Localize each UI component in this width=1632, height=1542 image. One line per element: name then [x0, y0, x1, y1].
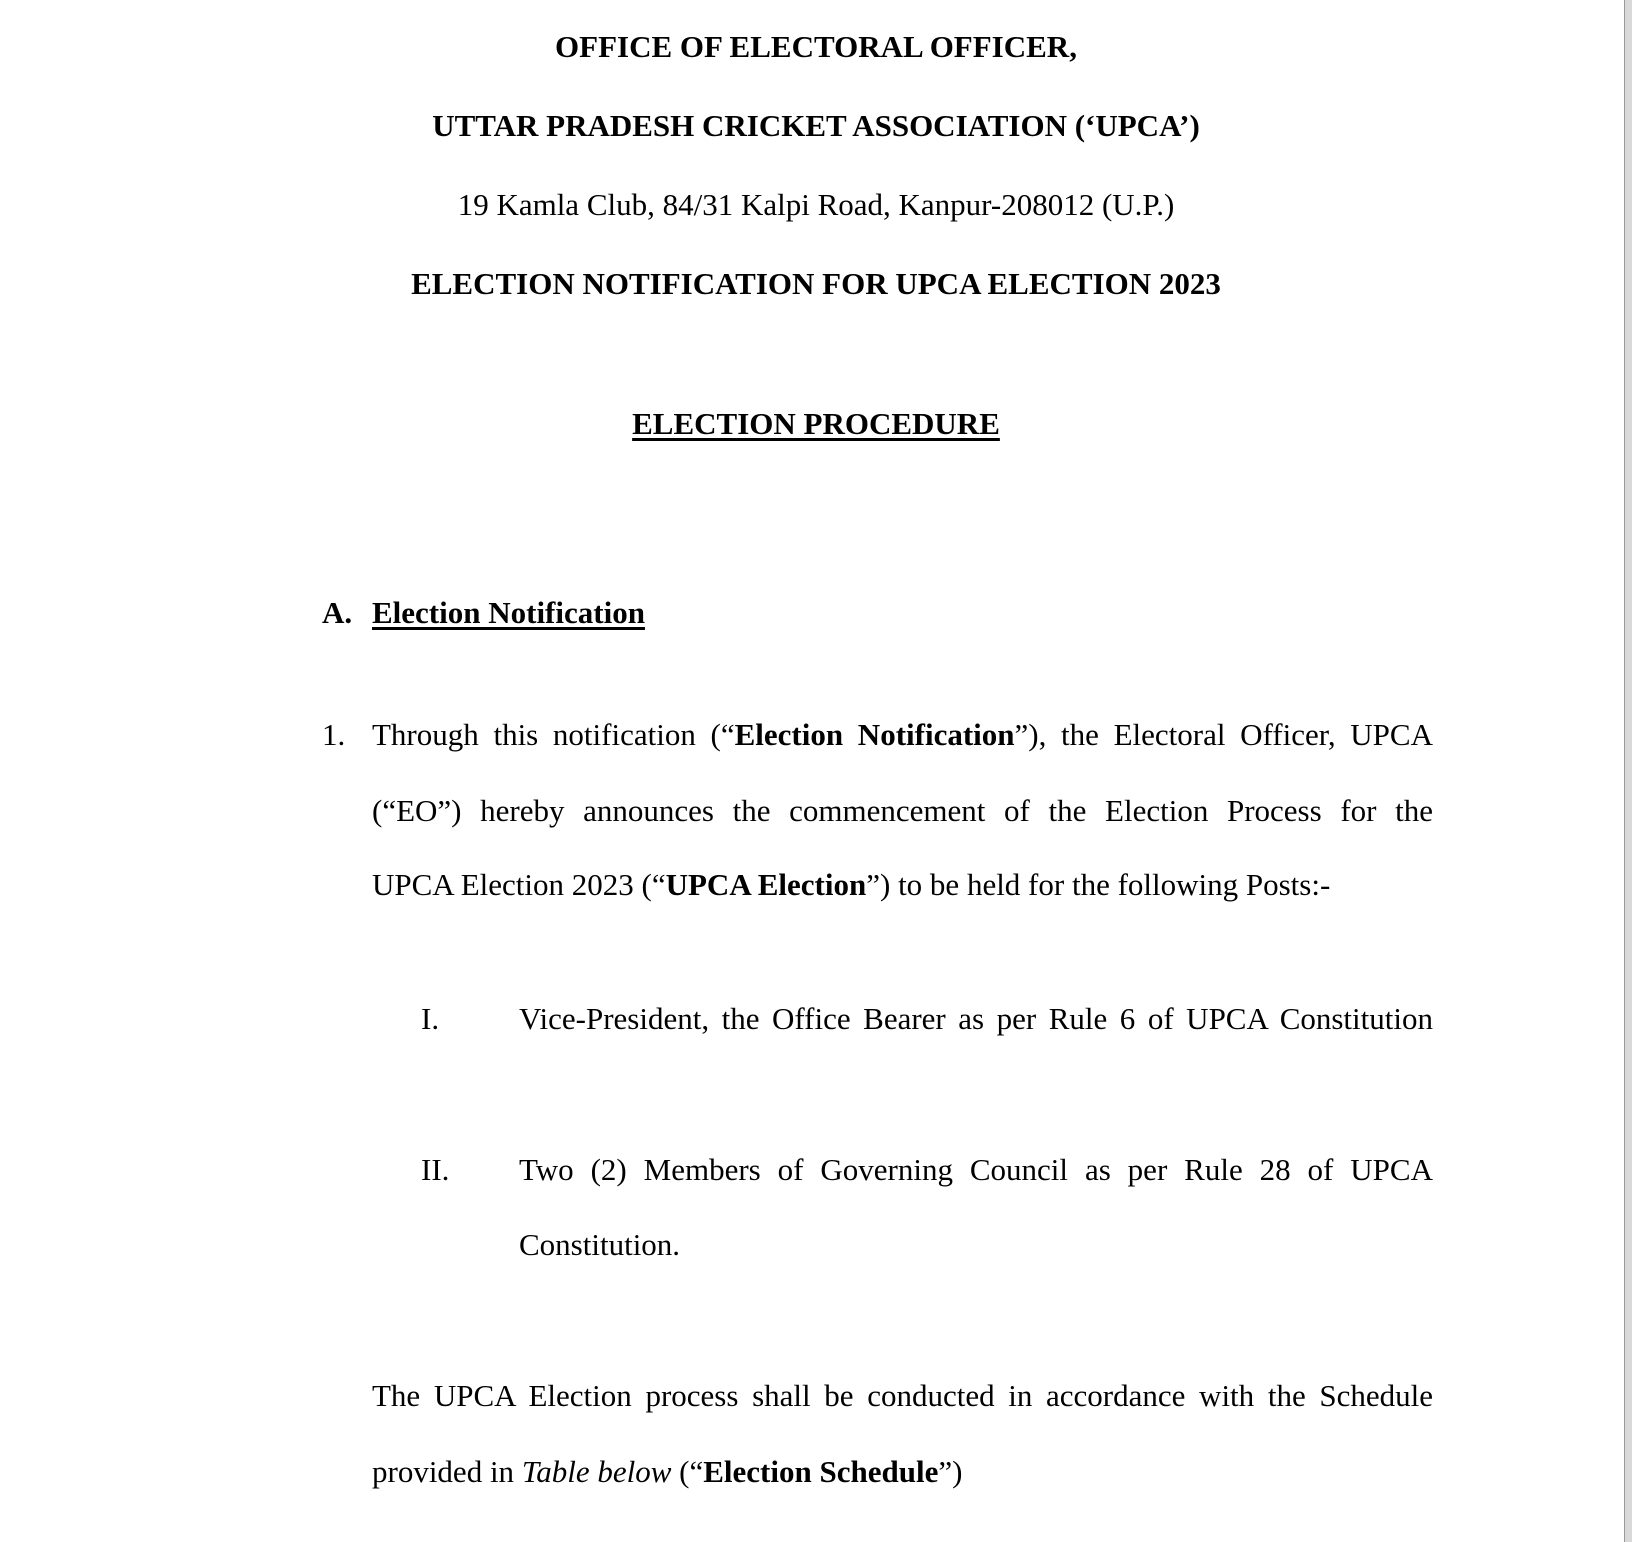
post-1-text: Vice-President, the Office Bearer as per Rule 6 of UPCA Constitution: [519, 1001, 1433, 1036]
cp-l2-c: (“: [671, 1454, 704, 1489]
association-heading: UTTAR PRADESH CRICKET ASSOCIATION (‘UPCA’): [432, 108, 1200, 143]
p1-l1-b: Election Notification: [734, 717, 1015, 752]
p1-l3-a: UPCA Election 2023 (“: [372, 867, 666, 902]
section-title-text: Election Notification: [372, 595, 645, 630]
address-line: 19 Kamla Club, 84/31 Kalpi Road, Kanpur-208012 (U.P.): [457, 187, 1175, 222]
paragraph-number: 1.: [322, 717, 346, 752]
office-heading: OFFICE OF ELECTORAL OFFICER,: [555, 29, 1077, 64]
closing-paragraph-line-2: [372, 1454, 962, 1490]
post-2-text-line-1: Two (2) Members of Governing Council as per Rule 28 of UPCA: [519, 1152, 1433, 1187]
section-title: [372, 595, 645, 631]
post-2-numeral: II.: [421, 1152, 450, 1187]
p1-l3-b: UPCA Election: [665, 867, 867, 902]
cp-l2-e: ”): [938, 1454, 963, 1489]
procedure-title: [0, 406, 1632, 442]
paragraph-1-line-3: [372, 867, 1330, 903]
notification-title: ELECTION NOTIFICATION FOR UPCA ELECTION 2023: [411, 266, 1221, 301]
paragraph-1-line-1: [372, 717, 1433, 753]
cp-l2-d: Election Schedule: [703, 1454, 939, 1489]
post-1-numeral: I.: [421, 1001, 440, 1036]
viewer-scroll-edge[interactable]: [1625, 0, 1632, 1542]
section-letter: A.: [322, 595, 353, 630]
p1-l1-a: Through this notification (“: [372, 717, 735, 752]
cp-l2-a: provided in: [372, 1454, 522, 1489]
cp-l2-b: Table below: [521, 1454, 672, 1489]
p1-l3-c: ”) to be held for the following Posts:-: [866, 867, 1331, 902]
paragraph-1-line-2: (“EO”) hereby announces the commencement of the Election Process for the: [372, 793, 1433, 828]
closing-paragraph-line-1: The UPCA Election process shall be conducted in accordance with the Schedule: [372, 1378, 1433, 1413]
procedure-title-text: ELECTION PROCEDURE: [632, 406, 1000, 441]
post-2-text-line-2: Constitution.: [519, 1227, 681, 1262]
p1-l1-c: ”), the Electoral Officer, UPCA: [1014, 717, 1433, 752]
